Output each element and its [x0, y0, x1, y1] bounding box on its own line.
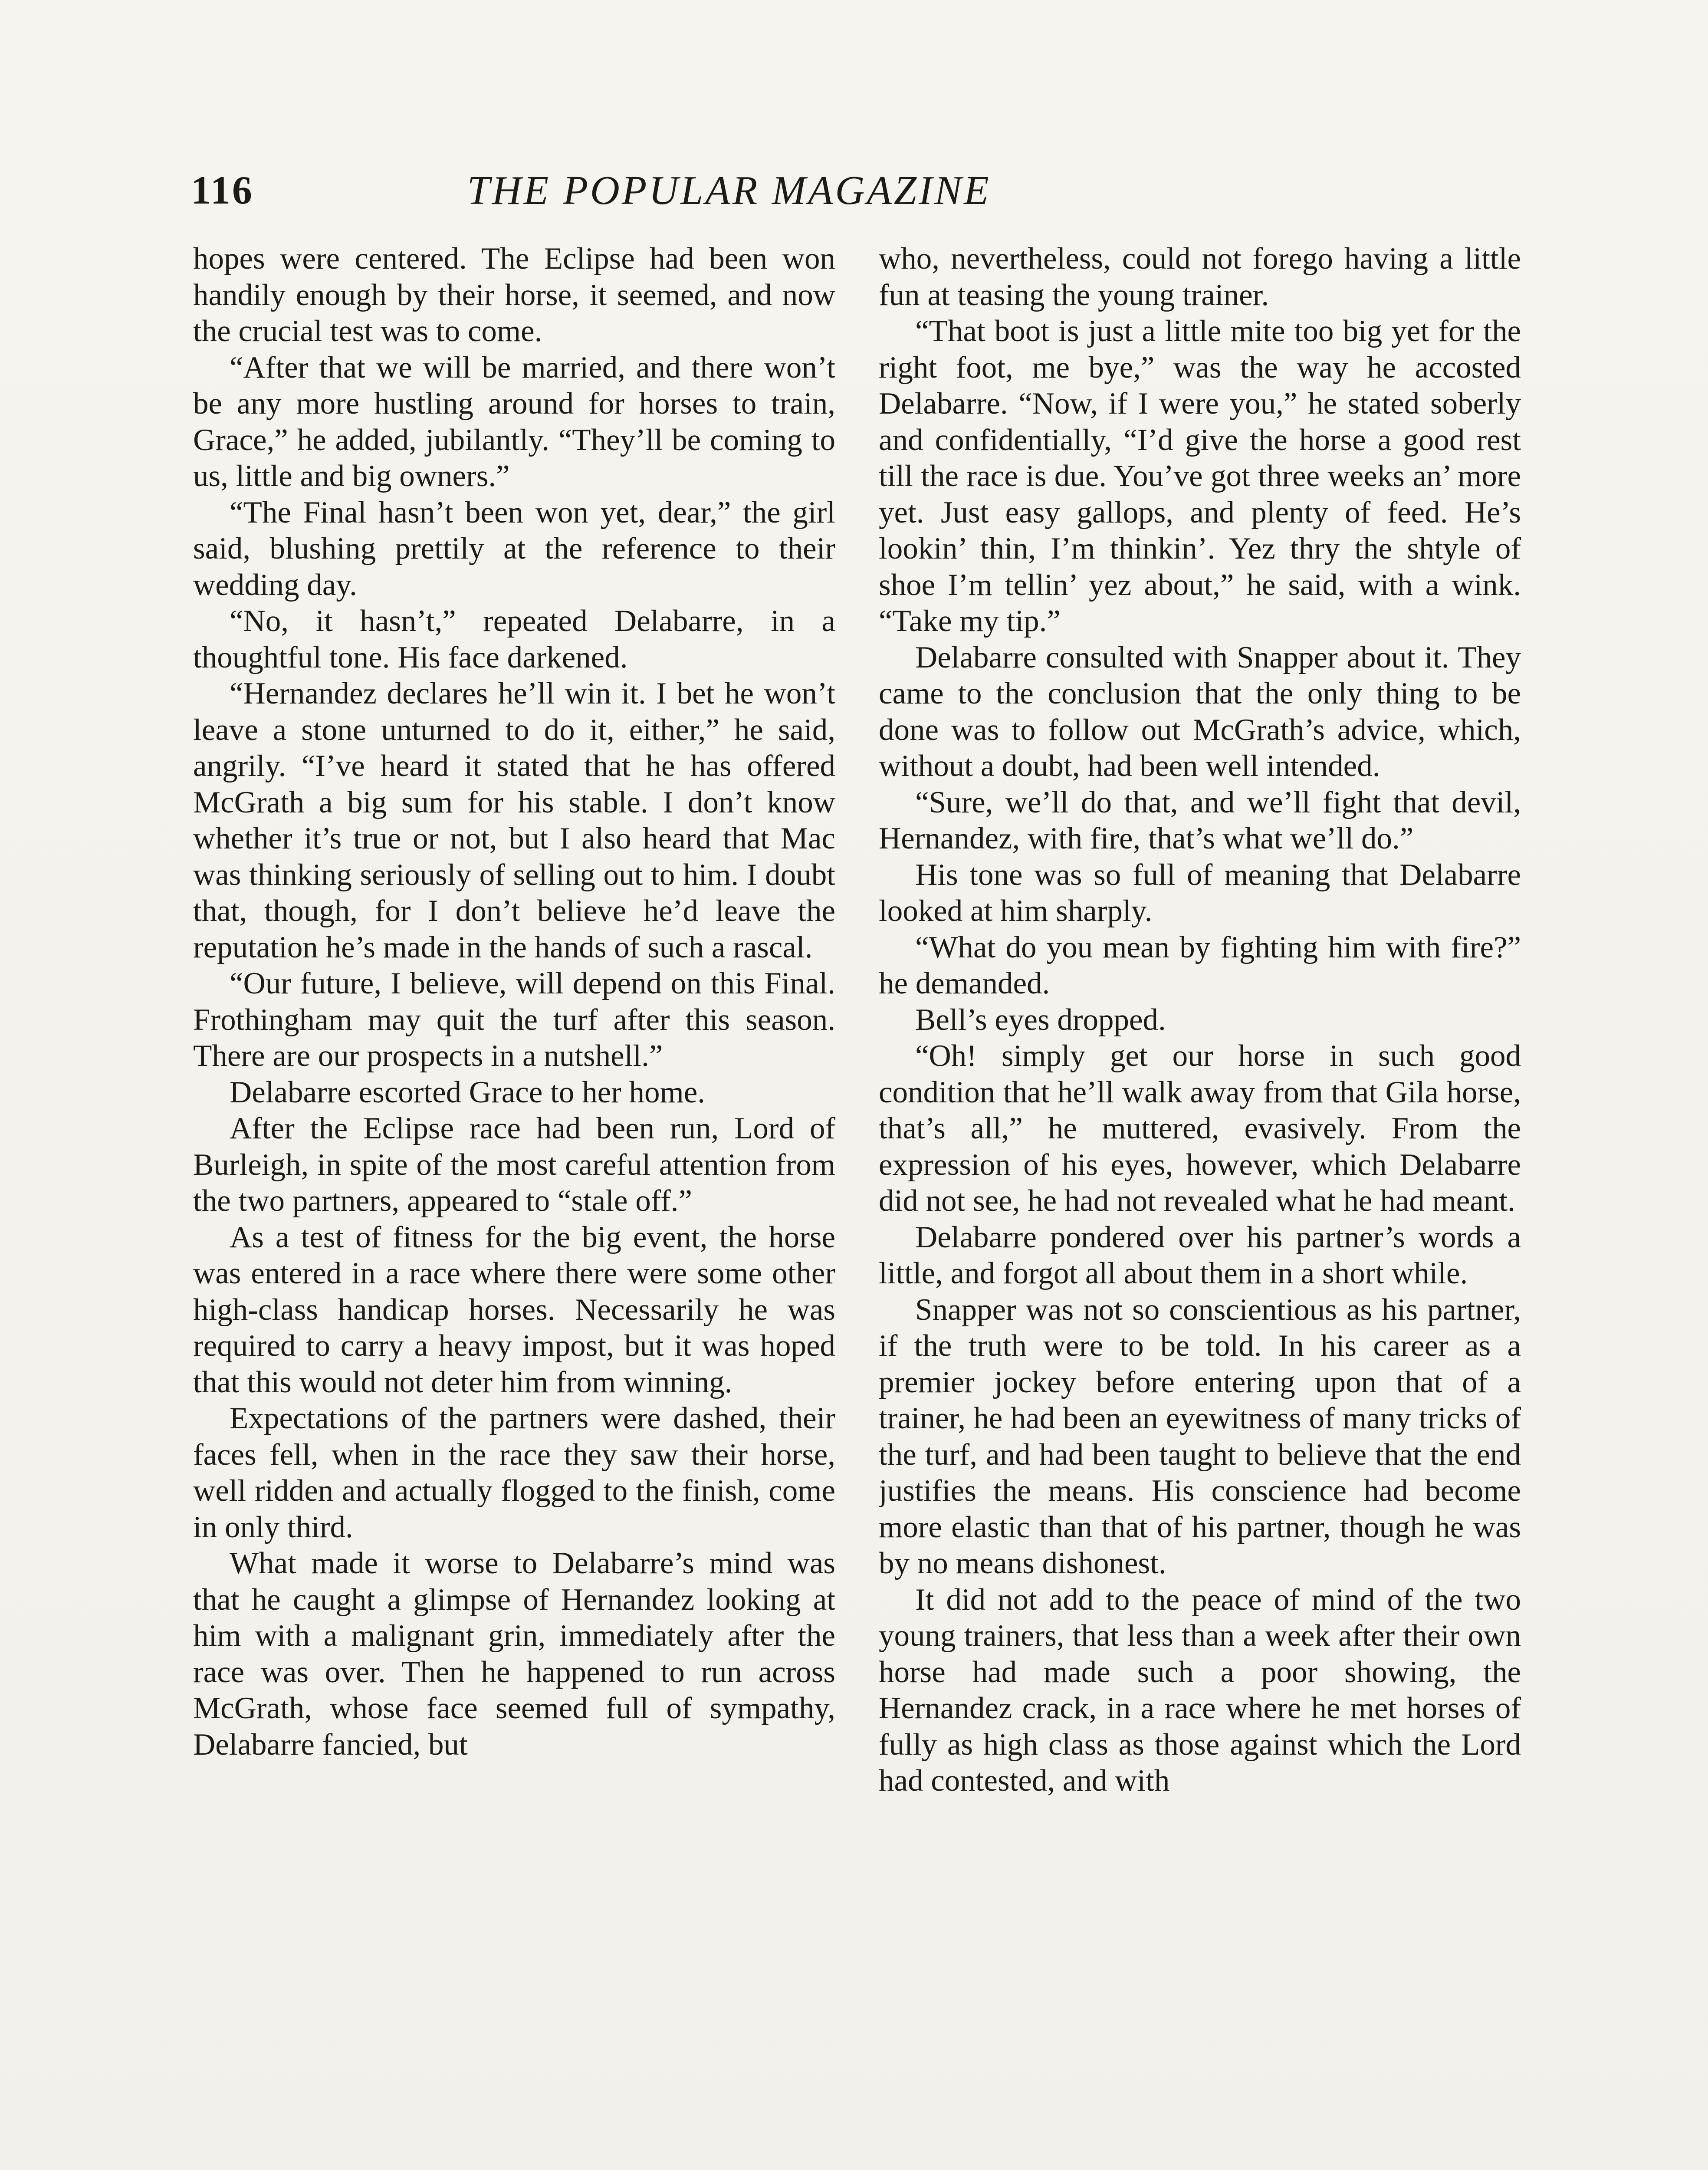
running-head: THE POPULAR MAGAZINE	[467, 168, 991, 213]
left-column	[193, 241, 835, 2170]
right-column	[879, 241, 1521, 2170]
paragraph: “Sure, we’ll do that, and we’ll fight that devil, Hernandez, with fire, that’s what we’ll do.”	[879, 785, 1521, 855]
paragraph: Expectations of the partners were dashed, their faces fell, when in the race they saw their horse, well ridden and actually flogged to the finish, come in only third.	[193, 1401, 835, 1544]
paragraph: “Hernandez declares he’ll win it. I bet he won’t leave a stone unturned to do it, either,” he said, angrily. “I’ve heard it stated that he has offered McGrath a big sum for his stable. I don’t know whether it’s true or not, but I also heard that Mac was thinking seriously of selling out to him. I doubt that, though, for I don’t believe he’d leave the reputation he’s made in the hands of such a rascal.	[193, 677, 835, 964]
paragraph: Snapper was not so conscientious as his partner, if the truth were to be told. In his career as a premier jockey before entering upon that of a trainer, he had been an eyewitness of many tricks of the turf, and had been taught to believe that the end justifies the means. His conscience had become more elastic than that of his partner, though he was by no means dishonest.	[879, 1292, 1521, 1580]
paragraph: “What do you mean by fighting him with fire?” he demanded.	[879, 930, 1521, 1000]
page-number: 116	[191, 168, 254, 212]
paragraph: Bell’s eyes dropped.	[915, 1003, 1166, 1037]
paragraph: His tone was so full of meaning that Delabarre looked at him sharply.	[879, 858, 1521, 928]
paragraph: As a test of fitness for the big event, the horse was entered in a race where there were some other high-class handicap horses. Necessarily he was required to carry a heavy impost, but it was hoped that this would not deter him from winning.	[193, 1220, 835, 1399]
paragraph: “No, it hasn’t,” repeated Delabarre, in a thoughtful tone. His face darkened.	[193, 604, 835, 674]
paragraph: What made it worse to Delabarre’s mind was that he caught a glimpse of Hernandez looking at him with a malignant grin, immediately after the race was over. Then he happened to run across McGrath, whose face seemed full of sympathy, Delabarre fancied, but	[193, 1546, 835, 1762]
paragraph: Delabarre escorted Grace to her home.	[230, 1075, 705, 1109]
page-header	[191, 167, 1267, 219]
paragraph: “The Final hasn’t been won yet, dear,” the girl said, blushing prettily at the reference to their wedding day.	[193, 495, 835, 602]
paragraph: “That boot is just a little mite too big yet for the right foot, me bye,” was the way he accosted Delabarre. “Now, if I were you,” he stated soberly and confidentially, “I’d give the horse a good rest till the race is due. You’ve got three weeks an’ more yet. Just easy gallops, and plenty of feed. He’s lookin’ thin, I’m thinkin’. Yez thry the shtyle of shoe I’m tellin’ yez about,” he said, with a wink. “Take my tip.”	[879, 314, 1521, 638]
paragraph: hopes were centered. The Eclipse had been won handily enough by their horse, it seemed, and now the crucial test was to come.	[193, 242, 835, 348]
paragraph: “Oh! simply get our horse in such good condition that he’ll walk away from that Gila horse, that’s all,” he muttered, evasively. From the expression of his eyes, however, which Delabarre did not see, he had not revealed what he had meant.	[879, 1039, 1521, 1218]
paragraph: who, nevertheless, could not forego having a little fun at teasing the young trainer.	[879, 242, 1521, 312]
paragraph: Delabarre pondered over his partner’s words a little, and forgot all about them in a short while.	[879, 1220, 1521, 1290]
paragraph: After the Eclipse race had been run, Lord of Burleigh, in spite of the most careful attention from the two partners, appeared to “stale off.”	[193, 1111, 835, 1218]
paragraph: “After that we will be married, and there won’t be any more hustling around for horses to train, Grace,” he added, jubilantly. “They’ll be coming to us, little and big owners.”	[193, 350, 835, 493]
paragraph: “Our future, I believe, will depend on this Final. Frothingham may quit the turf after this season. There are our prospects in a nutshell.”	[193, 967, 835, 1073]
paragraph: Delabarre consulted with Snapper about it. They came to the conclusion that the only thing to be done was to follow out McGrath’s advice, which, without a doubt, had been well intended.	[879, 640, 1521, 783]
paragraph: It did not add to the peace of mind of the two young trainers, that less than a week after their own horse had made such a poor showing, the Hernandez crack, in a race where he met horses of fully as high class as those against which the Lord had contested, and with	[879, 1582, 1521, 1798]
